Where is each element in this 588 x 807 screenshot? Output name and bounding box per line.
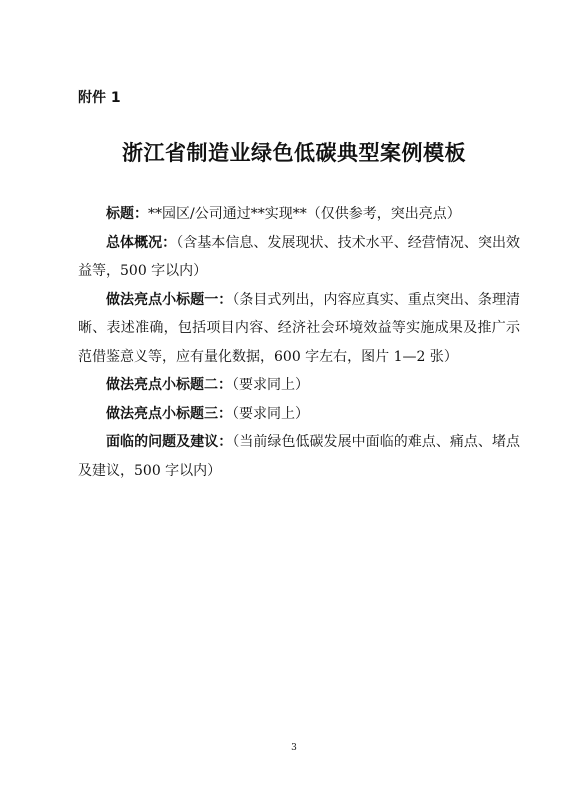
section-label: 做法亮点小标题三： [106,405,232,422]
document-body [78,200,520,485]
section-highlight-1 [78,286,520,372]
section-label: 做法亮点小标题一： [106,291,233,308]
page-number: 3 [291,743,297,753]
section-overview [78,229,520,286]
section-text: **园区/公司通过**实现**（仅供参考，突出亮点） [148,206,461,222]
section-text: （要求同上） [232,405,309,422]
section-heading [78,200,520,229]
section-text: （含基本信息、发展现状、技术水平、经营情况、突出效益等，500 字以内） [78,234,521,279]
section-highlight-3 [78,400,520,429]
section-text: （要求同上） [232,377,309,393]
section-issues [78,428,520,485]
section-label: 做法亮点小标题二： [106,377,232,393]
section-highlight-2 [78,371,520,400]
attachment-label: 附件 1 [78,90,121,106]
section-text: （当前绿色低碳发展中面临的难点、痛点、堵点及建议，500 字以内） [78,434,521,479]
document-title: 浙江省制造业绿色低碳典型案例模板 [122,141,466,165]
section-label: 面临的问题及建议： [106,434,233,450]
section-text: （条目式列出，内容应真实、重点突出、条理清晰、表述准确，包括项目内容、经济社会环境效益等实施成果及推广示范借鉴意义等，应有量化数据，600 字左右，图片 1—2 张） [78,291,521,365]
section-label: 总体概况： [106,234,177,251]
section-label: 标题： [106,206,148,222]
